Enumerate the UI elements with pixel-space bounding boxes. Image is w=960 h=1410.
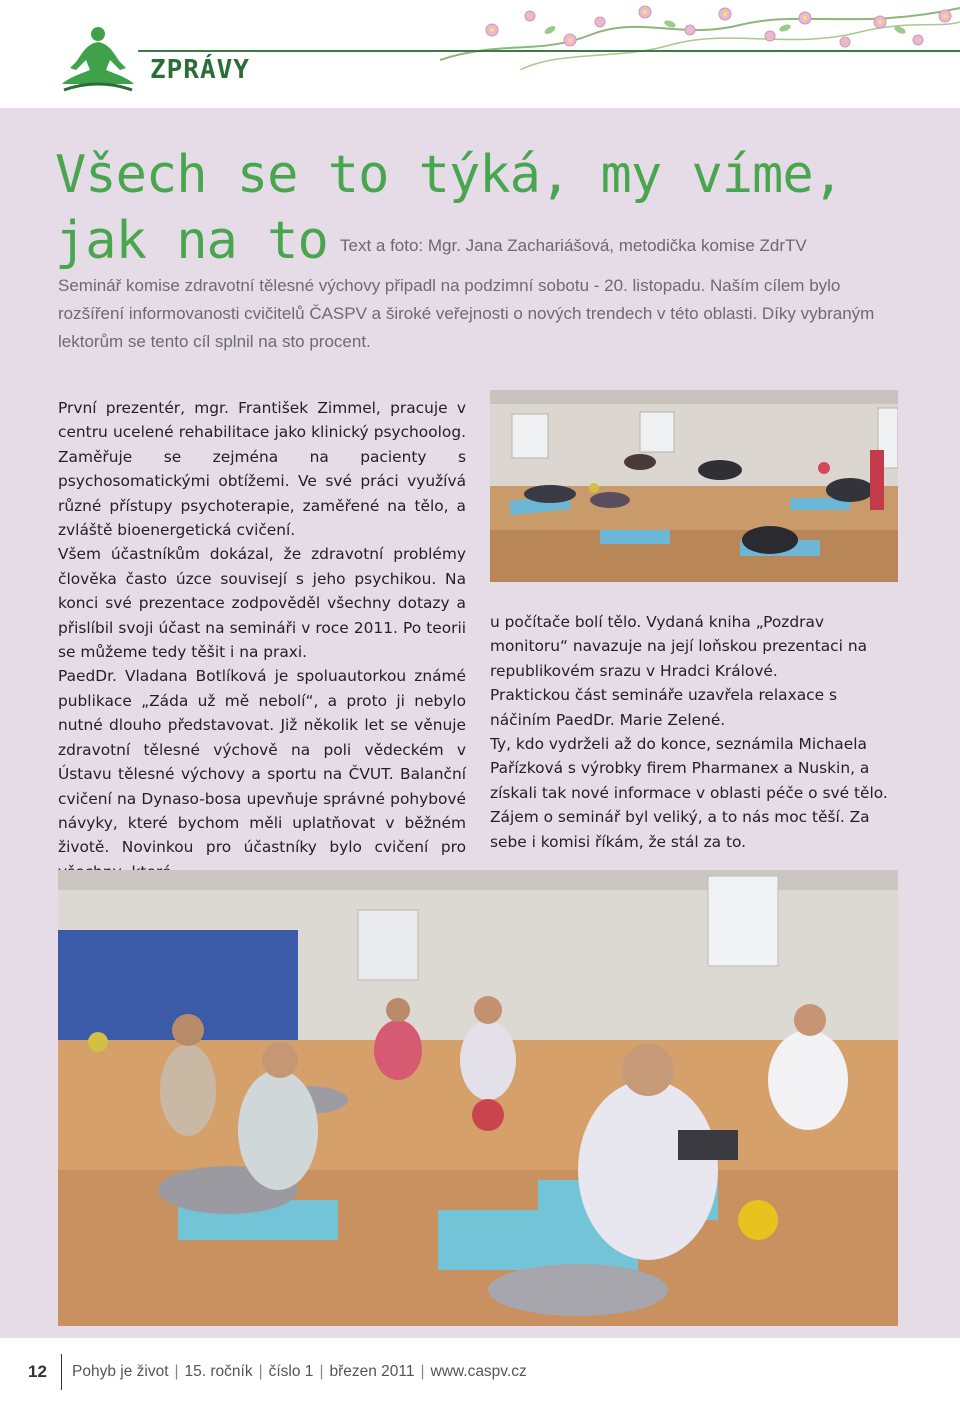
paragraph: Zájem o seminář byl veliký, a to nás moc těší. Za sebe i komisi říkám, že stál za to. bbox=[490, 808, 870, 851]
page-header bbox=[0, 0, 960, 108]
article-lead: Seminář komise zdravotní tělesné výchovy připadl na podzimní sobotu - 20. listopadu. Naším cílem bylo rozšíření informovanosti cvičitelů ČASPV a široké veřejnosti o nových trendech v této oblasti. Díky vybraným lektorům se tento cíl splnil na sto procent. bbox=[58, 276, 875, 351]
footer-publication-info: Pohyb je život | 15. ročník | číslo 1 | březen 2011 | www.caspv.cz bbox=[72, 1363, 527, 1380]
yoga-figure-icon bbox=[56, 24, 140, 96]
article-title-line1: Všech se to týká, my víme, bbox=[55, 145, 843, 205]
paragraph: Praktickou část semináře uzavřela relaxace s náčiním PaedDr. Marie Zelené. bbox=[490, 686, 837, 729]
footer-volume: 15. ročník bbox=[184, 1363, 253, 1380]
article-left-column bbox=[58, 396, 466, 884]
paragraph: u počítače bolí tělo. Vydaná kniha „Pozdrav monitoru“ navazuje na její loňskou prezentaci na republikovém srazu v Hradci Králové. bbox=[490, 613, 868, 680]
footer-divider bbox=[61, 1354, 62, 1390]
footer-issue: číslo 1 bbox=[268, 1363, 314, 1380]
article-right-column bbox=[490, 610, 900, 854]
footer-magazine: Pohyb je život bbox=[72, 1363, 169, 1380]
paragraph: Ty, kdo vydrželi až do konce, seznámila Michaela Pařízková s výrobky firem Pharmanex a Nuskin, a získali tak nové informace v oblasti péče o své tělo. bbox=[490, 735, 888, 802]
paragraph: První prezentér, mgr. František Zimmel, pracuje v centru ucelené rehabilitace jako klinický psychoolog. Zaměřuje se zejména na pacienty s psychosomatickými obtížemi. Ve své práci využívá různé přístupy psychoterapie, zaměřené na tělo, a zvláště bioenergetická cvičení. bbox=[58, 399, 466, 540]
article-title-line2: jak na to bbox=[55, 211, 328, 271]
footer-website-link[interactable]: www.caspv.cz bbox=[430, 1363, 527, 1380]
seminar-photo-small bbox=[490, 390, 898, 582]
header-rule bbox=[138, 50, 960, 96]
page-number: 12 bbox=[28, 1362, 47, 1381]
section-title: ZPRÁVY bbox=[150, 55, 250, 85]
paragraph: Všem účastníkům dokázal, že zdravotní problémy člověka často úzce souvisejí s jeho psychikou. Na konci své prezentace zodpověděl všechny dotazy a přislíbil svoji účast na semináři v roce 2011. Po teorii se můžeme tedy těšit i na praxi. bbox=[58, 545, 466, 662]
paragraph: PaedDr. Vladana Botlíková je spoluautorkou známé publikace „Záda už mě nebolí“, a proto ji nebylo nutné dlouho představovat. Již několik let se věnuje zdravotní tělesné výchově na poli vědeckém v Ústavu tělesné výchovy a sportu na ČVUT. Balanční cvičení na Dynaso-bosa upevňuje správné pohybové návyky, které bychom měli uplatňovat v běžném životě. Novinkou pro účastníky bylo cvičení pro bbox=[58, 667, 466, 857]
seminar-photo-large bbox=[58, 870, 898, 1326]
article-byline: Text a foto: Mgr. Jana Zachariášová, metodička komise ZdrTV bbox=[340, 236, 807, 255]
footer-date: březen 2011 bbox=[329, 1363, 415, 1380]
